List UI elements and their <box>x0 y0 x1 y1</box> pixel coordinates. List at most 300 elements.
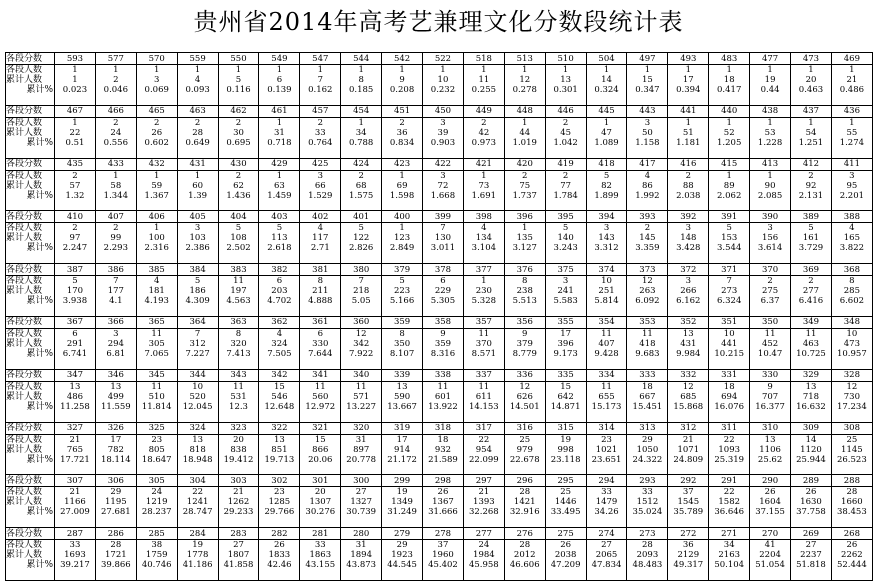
stats-label-cell <box>6 540 55 581</box>
percent-value: 5.814 <box>594 296 619 307</box>
stats-cell <box>55 487 96 528</box>
stats-cell <box>95 540 136 581</box>
percent-value: 0.278 <box>512 85 537 95</box>
score-cell: 383 <box>218 264 259 276</box>
stats-cell <box>504 540 545 581</box>
stats-cell <box>218 487 259 528</box>
percent-value: 34.26 <box>594 507 619 518</box>
score-cell: 345 <box>136 369 177 381</box>
stats-cell <box>55 65 96 106</box>
score-cell: 302 <box>259 475 300 487</box>
count-value: 11 <box>233 276 244 287</box>
cumulative-label: 累计人数 <box>6 75 43 85</box>
count-value: 27 <box>601 540 612 551</box>
count-value: 21 <box>69 487 81 498</box>
stats-cell <box>627 276 668 317</box>
cumulative-value: 350 <box>393 338 411 349</box>
score-label: 各段分数 <box>6 158 55 170</box>
stats-cell <box>668 328 709 369</box>
score-cell: 355 <box>545 316 586 328</box>
score-cell: 378 <box>423 264 464 276</box>
score-cell: 290 <box>750 475 791 487</box>
count-value: 9 <box>440 328 446 339</box>
percent-value: 13.667 <box>387 401 417 412</box>
score-cell: 320 <box>341 422 382 434</box>
stats-row <box>6 276 873 317</box>
stats-cell <box>218 65 259 106</box>
score-row <box>6 158 873 170</box>
score-cell: 315 <box>545 422 586 434</box>
stats-cell <box>586 65 627 106</box>
cumulative-value: 1807 <box>227 550 250 561</box>
stats-row <box>6 487 873 528</box>
percent-value: 7.505 <box>267 348 292 359</box>
stats-cell <box>55 223 96 264</box>
count-value: 1 <box>194 170 201 181</box>
score-cell: 330 <box>750 369 791 381</box>
stats-cell <box>300 65 341 106</box>
count-value: 1 <box>849 117 855 128</box>
percent-value: 1.274 <box>839 137 865 148</box>
cumulative-value: 92 <box>805 180 817 191</box>
stats-cell <box>750 381 791 422</box>
count-value: 5 <box>562 223 569 234</box>
cumulative-value: 1630 <box>800 497 822 508</box>
score-label: 各段分数 <box>6 316 55 328</box>
score-cell: 544 <box>341 53 382 65</box>
percent-value: 7.413 <box>226 348 251 359</box>
count-value: 8 <box>399 328 405 339</box>
stats-cell <box>831 223 872 264</box>
stats-cell <box>423 487 464 528</box>
score-cell: 443 <box>627 105 668 117</box>
percent-value: 1.784 <box>553 190 578 201</box>
cumulative-value: 156 <box>761 233 779 244</box>
percent-value: 40.746 <box>141 560 172 571</box>
percent-value: 12.045 <box>182 401 213 412</box>
cumulative-value: 12 <box>519 75 531 85</box>
cumulative-value: 75 <box>519 180 531 191</box>
score-cell: 392 <box>668 211 709 223</box>
stats-label-cell <box>6 117 55 158</box>
stats-cell <box>259 487 300 528</box>
cumulative-label: 累计人数 <box>6 391 43 402</box>
percent-value: 30.739 <box>346 507 377 518</box>
count-value: 3 <box>685 276 692 287</box>
score-cell: 467 <box>55 105 96 117</box>
score-cell: 380 <box>341 264 382 276</box>
stats-cell <box>627 487 668 528</box>
stats-cell <box>177 170 218 211</box>
score-cell: 385 <box>136 264 177 276</box>
percent-value: 1.344 <box>103 190 128 201</box>
score-cell: 370 <box>750 264 791 276</box>
score-cell: 593 <box>55 53 96 65</box>
score-cell: 440 <box>709 105 750 117</box>
percent-value: 22.099 <box>468 454 499 465</box>
cumulative-value: 1721 <box>105 550 127 561</box>
score-cell: 465 <box>136 105 177 117</box>
stats-cell <box>300 276 341 317</box>
count-value: 1 <box>72 65 78 75</box>
count-value: 21 <box>478 487 490 498</box>
count-value: 1 <box>849 65 855 75</box>
count-value: 2 <box>154 117 160 128</box>
stats-cell <box>586 170 627 211</box>
count-value: 2 <box>113 223 119 234</box>
percent-value: 39.866 <box>100 560 131 571</box>
cumulative-value: 72 <box>437 180 449 191</box>
score-cell: 473 <box>791 53 832 65</box>
stats-cell <box>545 117 586 158</box>
count-value: 26 <box>846 540 858 551</box>
percent-value: 20.778 <box>346 454 377 465</box>
percent-value: 3.544 <box>717 243 742 254</box>
cumulative-value: 11 <box>478 75 490 85</box>
stats-cell <box>831 170 872 211</box>
count-value: 18 <box>723 381 735 392</box>
score-cell: 364 <box>177 316 218 328</box>
score-cell: 395 <box>545 211 586 223</box>
percent-value: 37.758 <box>796 507 826 518</box>
cumulative-value: 165 <box>843 233 860 244</box>
percent-value: 9.683 <box>635 348 660 359</box>
cumulative-value: 97 <box>69 233 81 244</box>
percent-value: 3.359 <box>635 243 660 254</box>
count-value: 2 <box>399 117 405 128</box>
score-cell: 401 <box>341 211 382 223</box>
percent-value: 18.948 <box>182 454 213 465</box>
cumulative-value: 1367 <box>432 497 454 508</box>
percent-value: 6.37 <box>760 296 780 307</box>
score-cell: 321 <box>300 422 341 434</box>
cumulative-value: 211 <box>312 286 329 297</box>
percent-value: 9.428 <box>594 348 619 359</box>
percent-value: 47.834 <box>591 560 622 571</box>
stats-cell <box>709 434 750 475</box>
percent-value: 6.741 <box>62 348 88 359</box>
percent-value: 18.647 <box>141 454 172 465</box>
percent-value: 15.868 <box>673 401 704 412</box>
percent-value: 0.649 <box>185 137 210 148</box>
count-label: 各段人数 <box>6 276 43 287</box>
score-cell: 347 <box>55 369 96 381</box>
stats-cell <box>423 381 464 422</box>
cumulative-value: 28 <box>192 127 204 138</box>
cumulative-label: 累计人数 <box>6 180 43 191</box>
stats-cell <box>55 170 96 211</box>
stats-cell <box>750 65 791 106</box>
count-value: 5 <box>194 276 201 287</box>
cumulative-value: 122 <box>353 233 370 244</box>
count-value: 1 <box>154 65 160 75</box>
percent-value: 30.276 <box>305 507 336 518</box>
count-value: 5 <box>276 223 283 234</box>
count-value: 1 <box>644 65 651 75</box>
percent-value: 1.691 <box>471 190 497 201</box>
percent-label: 累计% <box>26 560 53 571</box>
cumulative-value: 1479 <box>595 497 618 508</box>
cumulative-value: 54 <box>805 127 817 138</box>
stats-cell <box>95 328 136 369</box>
percent-label: 累计% <box>26 243 53 254</box>
count-value: 3 <box>440 117 446 128</box>
count-value: 1 <box>113 170 119 181</box>
cumulative-value: 52 <box>723 127 735 138</box>
cumulative-value: 685 <box>680 391 697 402</box>
percent-value: 0.834 <box>389 137 415 148</box>
stats-cell <box>586 540 627 581</box>
score-cell: 322 <box>259 422 300 434</box>
percent-value: 13.922 <box>428 401 458 412</box>
stats-cell <box>668 223 709 264</box>
score-cell: 437 <box>791 105 832 117</box>
count-value: 1 <box>522 223 528 234</box>
score-cell: 368 <box>831 264 872 276</box>
percent-value: 35.789 <box>673 507 704 518</box>
cumulative-value: 463 <box>802 338 820 349</box>
stats-cell <box>136 381 177 422</box>
stats-cell <box>750 223 791 264</box>
count-value: 20 <box>233 434 244 445</box>
stats-row <box>6 434 873 475</box>
stats-cell <box>341 65 382 106</box>
count-label: 各段人数 <box>6 223 43 234</box>
count-value: 17 <box>396 434 408 445</box>
percent-value: 41.858 <box>223 560 254 571</box>
count-value: 37 <box>437 540 449 551</box>
count-value: 26 <box>560 540 572 551</box>
percent-value: 4.702 <box>267 296 292 307</box>
percent-value: 6.602 <box>839 296 865 307</box>
cumulative-value: 161 <box>802 233 820 244</box>
stats-cell <box>341 540 382 581</box>
stats-cell <box>627 65 668 106</box>
percent-value: 11.559 <box>100 401 131 412</box>
percent-value: 16.632 <box>796 401 826 412</box>
score-cell: 425 <box>300 158 341 170</box>
cumulative-value: 2237 <box>800 550 822 561</box>
stats-cell <box>463 223 504 264</box>
cumulative-value: 44 <box>519 127 531 138</box>
stats-cell <box>463 276 504 317</box>
count-value: 3 <box>767 223 773 234</box>
percent-label: 累计% <box>26 348 53 359</box>
score-cell: 363 <box>218 316 259 328</box>
count-value: 25 <box>846 434 858 445</box>
percent-value: 15.173 <box>591 401 622 412</box>
count-value: 4 <box>276 328 283 339</box>
count-value: 11 <box>151 381 163 392</box>
percent-value: 0.695 <box>226 137 251 148</box>
stats-cell <box>423 170 464 211</box>
cumulative-value: 39 <box>437 127 449 138</box>
score-cell: 577 <box>95 53 136 65</box>
count-value: 1 <box>767 65 773 75</box>
stats-cell <box>55 276 96 317</box>
percent-value: 11.258 <box>60 401 90 412</box>
cumulative-value: 531 <box>230 391 247 402</box>
cumulative-value: 979 <box>516 444 533 455</box>
count-value: 1 <box>154 223 160 234</box>
percent-value: 24.809 <box>673 454 704 465</box>
stats-cell <box>831 381 872 422</box>
cumulative-value: 145 <box>639 233 656 244</box>
cumulative-value: 238 <box>516 286 533 297</box>
cumulative-value: 1106 <box>759 444 781 455</box>
percent-value: 0.069 <box>144 85 169 95</box>
percent-value: 7.065 <box>144 348 169 359</box>
stats-cell <box>300 223 341 264</box>
stats-cell <box>504 434 545 475</box>
score-cell: 334 <box>586 369 627 381</box>
percent-value: 9.984 <box>676 348 701 359</box>
count-value: 1 <box>481 65 487 75</box>
stats-cell <box>382 170 423 211</box>
count-value: 7 <box>726 276 732 287</box>
score-cell: 375 <box>545 264 586 276</box>
cumulative-value: 82 <box>601 180 612 191</box>
stats-row <box>6 381 873 422</box>
stats-cell <box>177 223 218 264</box>
score-cell: 462 <box>218 105 259 117</box>
count-value: 11 <box>601 328 612 339</box>
cumulative-value: 1446 <box>554 497 577 508</box>
percent-value: 0.903 <box>430 137 456 148</box>
stats-cell <box>831 487 872 528</box>
score-label: 各段分数 <box>6 211 55 223</box>
cumulative-value: 1421 <box>513 497 536 508</box>
stats-cell <box>300 381 341 422</box>
count-value: 2 <box>522 170 528 181</box>
score-cell: 410 <box>55 211 96 223</box>
cumulative-value: 694 <box>721 391 738 402</box>
stats-cell <box>831 540 872 581</box>
cumulative-value: 2038 <box>554 550 577 561</box>
cumulative-value: 1778 <box>186 550 209 561</box>
score-cell: 371 <box>709 264 750 276</box>
cumulative-value: 58 <box>110 180 122 191</box>
stats-cell <box>382 65 423 106</box>
stats-cell <box>668 434 709 475</box>
stats-cell <box>300 434 341 475</box>
stats-cell <box>831 117 872 158</box>
score-cell: 359 <box>382 316 423 328</box>
cumulative-label: 累计人数 <box>6 286 43 297</box>
cumulative-value: 1984 <box>473 550 495 561</box>
percent-value: 2.849 <box>389 243 415 254</box>
cumulative-value: 718 <box>802 391 820 402</box>
stats-cell <box>750 328 791 369</box>
stats-cell <box>545 170 586 211</box>
percent-value: 14.153 <box>468 401 499 412</box>
count-value: 29 <box>110 487 122 498</box>
stats-cell <box>586 381 627 422</box>
stats-cell <box>463 170 504 211</box>
stats-cell <box>463 65 504 106</box>
count-value: 1 <box>522 117 528 128</box>
stats-cell <box>177 434 218 475</box>
stats-cell <box>300 170 341 211</box>
score-cell: 317 <box>463 422 504 434</box>
score-cell: 271 <box>709 528 750 540</box>
count-value: 1 <box>72 117 78 128</box>
score-cell: 438 <box>750 105 791 117</box>
score-cell: 421 <box>463 158 504 170</box>
count-value: 26 <box>764 487 776 498</box>
stats-cell <box>709 381 750 422</box>
stats-row <box>6 65 873 106</box>
cumulative-value: 601 <box>434 391 452 402</box>
score-cell: 270 <box>750 528 791 540</box>
stats-cell <box>177 540 218 581</box>
count-value: 24 <box>151 487 163 498</box>
stats-cell <box>709 276 750 317</box>
score-cell: 388 <box>831 211 872 223</box>
stats-cell <box>668 170 709 211</box>
stats-cell <box>709 540 750 581</box>
cumulative-value: 277 <box>802 286 820 297</box>
percent-value: 35.024 <box>632 507 663 518</box>
score-cell: 332 <box>668 369 709 381</box>
score-cell: 504 <box>586 53 627 65</box>
cumulative-value: 294 <box>107 338 124 349</box>
cumulative-value: 379 <box>516 338 533 349</box>
cumulative-value: 291 <box>66 338 84 349</box>
stats-cell <box>382 434 423 475</box>
count-value: 27 <box>233 540 244 551</box>
percent-value: 11.814 <box>141 401 172 412</box>
percent-value: 0.417 <box>717 85 742 95</box>
score-row <box>6 105 873 117</box>
cumulative-value: 55 <box>846 127 858 138</box>
percent-value: 51.818 <box>796 560 826 571</box>
stats-cell <box>831 65 872 106</box>
count-value: 31 <box>355 540 367 551</box>
percent-value: 5.05 <box>351 296 371 307</box>
stats-cell <box>423 65 464 106</box>
stats-cell <box>136 170 177 211</box>
count-value: 28 <box>110 540 122 551</box>
percent-value: 3.729 <box>798 243 824 254</box>
score-cell: 450 <box>423 105 464 117</box>
stats-cell <box>55 328 96 369</box>
percent-value: 1.575 <box>349 190 374 201</box>
stats-cell <box>586 276 627 317</box>
score-cell: 300 <box>341 475 382 487</box>
score-cell: 361 <box>300 316 341 328</box>
stats-cell <box>218 328 259 369</box>
cumulative-value: 33 <box>314 127 326 138</box>
percent-value: 1.367 <box>144 190 169 201</box>
cumulative-value: 1093 <box>718 444 741 455</box>
cumulative-value: 1582 <box>718 497 741 508</box>
cumulative-value: 68 <box>355 180 367 191</box>
count-value: 23 <box>601 434 612 445</box>
score-cell: 324 <box>177 422 218 434</box>
count-value: 36 <box>682 540 694 551</box>
cumulative-value: 31 <box>273 127 285 138</box>
percent-value: 32.268 <box>468 507 499 518</box>
stats-cell <box>668 65 709 106</box>
cumulative-value: 108 <box>230 233 247 244</box>
count-value: 3 <box>849 170 855 181</box>
count-value: 11 <box>314 381 326 392</box>
percent-value: 0.347 <box>635 85 660 95</box>
count-value: 17 <box>560 328 572 339</box>
stats-cell <box>791 540 832 581</box>
count-label: 各段人数 <box>6 328 43 339</box>
